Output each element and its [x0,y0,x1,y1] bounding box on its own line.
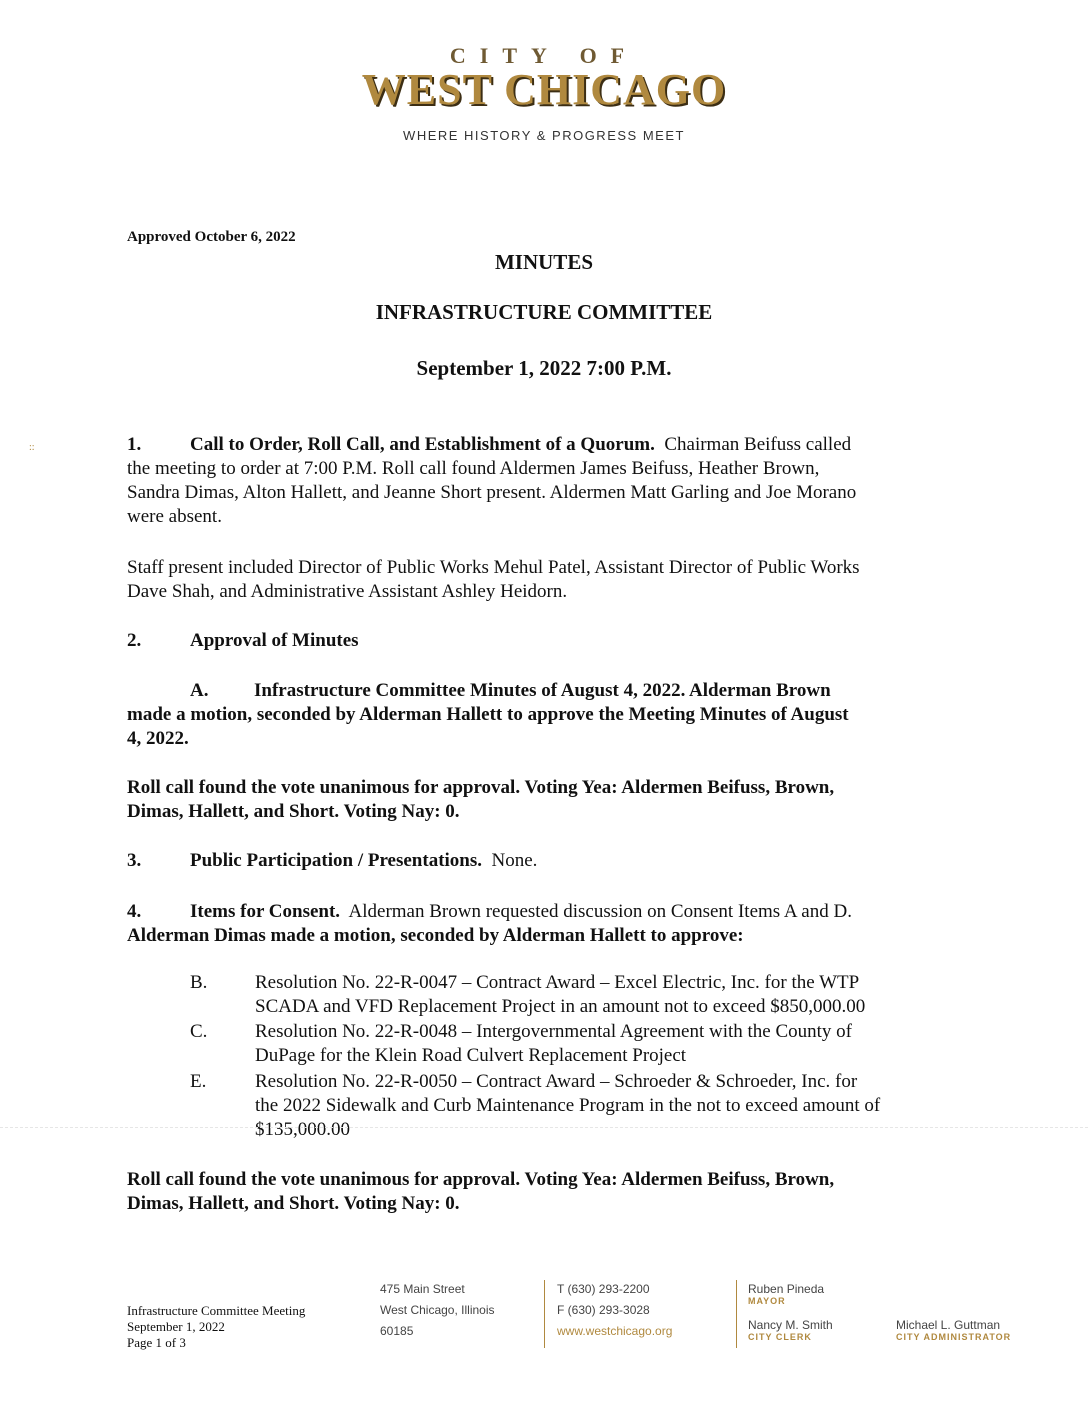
section-4-text: Alderman Brown requested discussion on Consent Items A and D. [348,901,852,922]
address-line: 60185 [380,1324,414,1338]
roll-call-line: Dimas, Hallett, and Short. Voting Nay: 0. [127,801,460,822]
section-2-heading-line [127,629,962,653]
footer-doc-line: September 1, 2022 [127,1319,225,1334]
clerk-name: Nancy M. Smith [748,1318,833,1332]
consent-item-c [190,1020,970,1068]
consent-item-e [190,1070,970,1142]
footer-divider [544,1280,545,1348]
mayor-role: MAYOR [748,1296,786,1306]
consent-item-line: SCADA and VFD Replacement Project in an amount not to exceed $850,000.00 [255,996,866,1017]
letterhead-tagline: WHERE HISTORY & PROGRESS MEET [403,128,685,143]
footer-fax: F (630) 293-3028 [557,1303,650,1317]
address-line: 475 Main Street [380,1282,465,1296]
consent-item-b [190,971,970,1019]
roll-call-line: Roll call found the vote unanimous for approval. Voting Yea: Aldermen Beifuss, Brown, [127,1169,835,1190]
administrator-role: CITY ADMINISTRATOR [896,1332,1012,1342]
section-1-line: Sandra Dimas, Alton Hallett, and Jeanne Short present. Aldermen Matt Garling and Joe Morano [127,482,857,503]
mayor-name: Ruben Pineda [748,1282,825,1296]
consent-item-line: the 2022 Sidewalk and Curb Maintenance Program in the not to exceed amount of [255,1095,881,1116]
section-1-number: 1. [127,434,142,455]
consent-item-letter: C. [190,1021,208,1042]
footer-phone: T (630) 293-2200 [557,1282,650,1296]
staff-line: Dave Shah, and Administrative Assistant Ashley Heidorn. [127,581,568,602]
footer-website: www.westchicago.org [557,1324,673,1338]
section-2a-line-1 [127,679,962,703]
committee-title: INFRASTRUCTURE COMMITTEE [375,300,713,324]
section-3-number: 3. [127,850,142,871]
section-3 [127,849,962,873]
section-2a-text: Infrastructure Committee Minutes of August 4, 2022. Alderman Brown [254,680,831,701]
staff-paragraph [127,556,962,604]
consent-item-line: Resolution No. 22-R-0048 – Intergovernmental Agreement with the County of [255,1021,852,1042]
footer-document-info [127,1303,305,1351]
footer-address [380,1279,495,1342]
consent-item-line: Resolution No. 22-R-0047 – Contract Award – Excel Electric, Inc. for the WTP [255,972,860,993]
section-4-roll-call [127,1168,962,1216]
section-3-text: None. [491,850,538,871]
section-4-heading: Items for Consent. [190,901,341,922]
mayor-block [748,1282,824,1306]
footer-contact [557,1279,672,1342]
section-1-line: the meeting to order at 7:00 P.M. Roll call found Aldermen James Beifuss, Heather Brown, [127,458,820,479]
section-1-line: were absent. [127,506,222,527]
section-4-number: 4. [127,901,142,922]
section-2a-line: made a motion, seconded by Alderman Hallett to approve the Meeting Minutes of August [127,704,849,725]
logo-city-name: WEST CHICAGO [361,65,727,114]
section-1 [127,433,962,529]
administrator-name: Michael L. Guttman [896,1318,1001,1332]
section-2-number: 2. [127,630,142,651]
scan-fold-line [0,1127,1088,1128]
clerk-role: CITY CLERK [748,1332,812,1342]
margin-mark: :: [29,442,35,453]
consent-item-line: DuPage for the Klein Road Culvert Replacement Project [255,1045,687,1066]
roll-call-line: Roll call found the vote unanimous for approval. Voting Yea: Aldermen Beifuss, Brown, [127,777,835,798]
footer-divider [736,1280,737,1348]
address-line: West Chicago, Illinois [380,1303,495,1317]
footer-doc-line: Page 1 of 3 [127,1335,186,1350]
document-title: MINUTES [494,250,594,274]
section-4-line-1 [127,900,962,924]
section-2a-letter: A. [190,680,209,701]
clerk-block [748,1318,833,1342]
staff-line: Staff present included Director of Public Works Mehul Patel, Assistant Director of Public Works [127,557,860,578]
consent-item-letter: E. [190,1071,207,1092]
section-3-heading: Public Participation / Presentations. [190,850,483,871]
logo-city-of: CITY OF [449,43,639,68]
consent-item-line: $135,000.00 [255,1119,350,1140]
section-2-roll-call [127,776,962,824]
section-4 [127,900,962,948]
roll-call-line: Dimas, Hallett, and Short. Voting Nay: 0. [127,1193,460,1214]
consent-item-letter: B. [190,972,208,993]
section-4-motion: Alderman Dimas made a motion, seconded by Alderman Hallett to approve: [127,925,744,946]
section-2a [127,679,962,751]
meeting-date: September 1, 2022 7:00 P.M. [416,356,672,380]
section-1-heading: Call to Order, Roll Call, and Establishment of a Quorum. [190,434,655,455]
administrator-block [896,1318,1011,1342]
section-1-text: Chairman Beifuss called [664,434,852,455]
footer-doc-line: Infrastructure Committee Meeting [127,1303,306,1318]
consent-item-line: Resolution No. 22-R-0050 – Contract Award – Schroeder & Schroeder, Inc. for [255,1071,858,1092]
section-2a-line: 4, 2022. [127,728,189,749]
section-2-heading: Approval of Minutes [190,630,359,651]
section-1-line-1 [127,433,962,457]
approval-note: Approved October 6, 2022 [127,229,296,245]
